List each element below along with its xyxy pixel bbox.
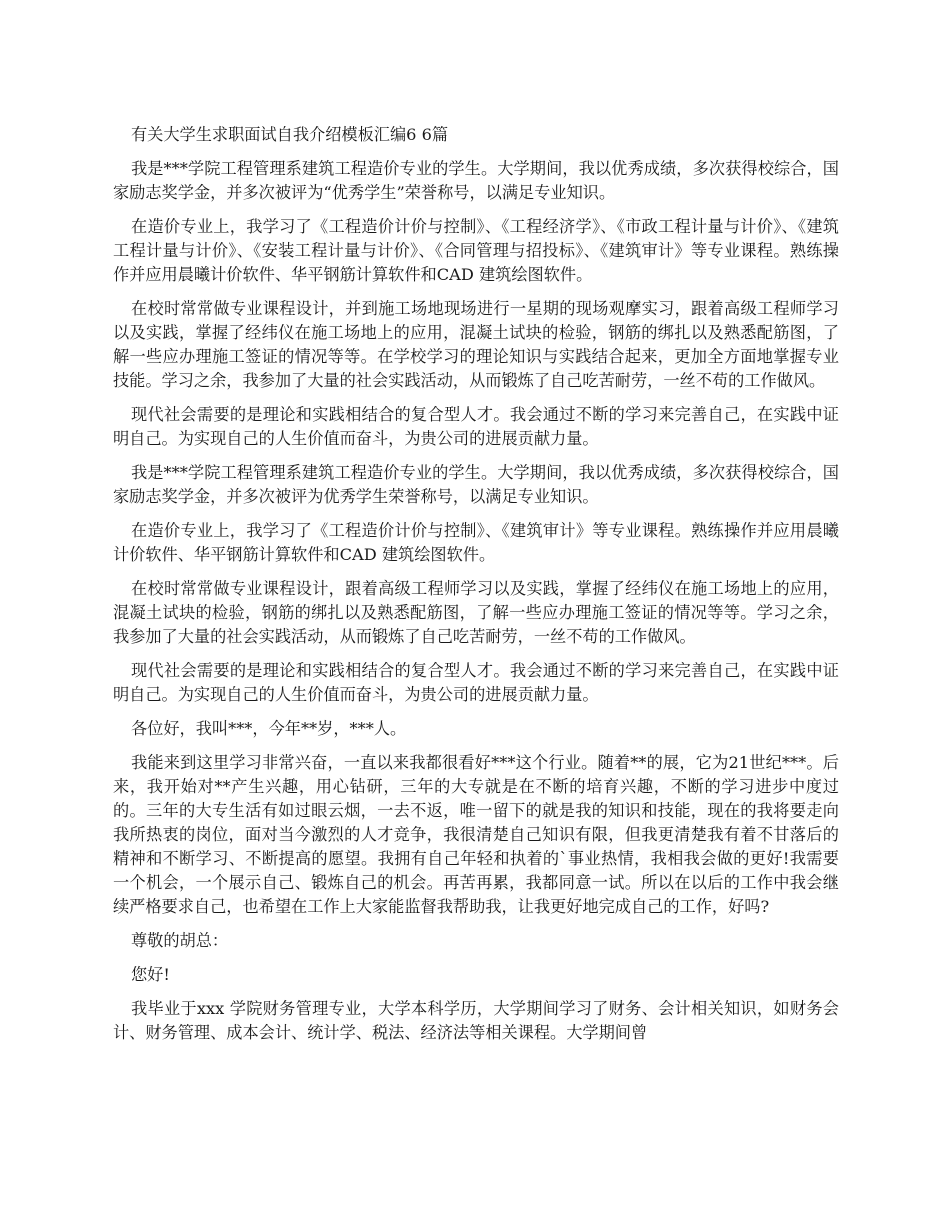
paragraph-12: 您好! — [131, 965, 170, 984]
paragraph-10: 我能来到这里学习非常兴奋，一直以来我都很看好***这个行业。随着**的展，它为21世纪***。后来，我开始对**产生兴趣，用心钻研，三年的大专就是在不断的培育兴趣，不断的学习进步中度过的。三年的大专生活有如过眼云烟，一去不返，唯一留下的就是我的知识和技能，现在的我将要走向我所热衷的岗位，面对当今激烈的人才竞争，我很清楚自己知识有限，但我更清楚我有着不甘落后的精神和不断学习、不断提高的愿望。我拥有自己年轻和执着的`事业热情，我相我会做的更好!我需要一个机会，一个展示自己、锻炼自己的机会。再苦再累，我都同意一试。所以在以后的工作中我会继续严格要求自己，也希望在工作上大家能监督我帮助我，让我更好地完成自己的工作，好吗? — [113, 753, 839, 916]
paragraph-13: 我毕业于xxx 学院财务管理专业，大学本科学历，大学期间学习了财务、会计相关知识，如财务会计、财务管理、成本会计、统计学、税法、经济法等相关课程。大学期间曾 — [113, 999, 839, 1042]
paragraph-2: 在造价专业上，我学习了《工程造价计价与控制》、《工程经济学》、《市政工程计量与计价》、《建筑工程计量与计价》、《安装工程计量与计价》、《合同管理与招投标》、《建筑审计》等专业课程。熟练操作并应用晨曦计价软件、华平钢筋计算软件和CAD 建筑绘图软件。 — [113, 217, 839, 284]
paragraph-8: 现代社会需要的是理论和实践相结合的复合型人才。我会通过不断的学习来完善自己，在实践中证明自己。为实现自己的人生价值而奋斗，为贵公司的进展贡献力量。 — [113, 661, 839, 704]
paragraph-6: 在造价专业上，我学习了《工程造价计价与控制》、《建筑审计》等专业课程。熟练操作并应用晨曦计价软件、华平钢筋计算软件和CAD 建筑绘图软件。 — [113, 521, 839, 564]
paragraph-3: 在校时常常做专业课程设计，并到施工场地现场进行一星期的现场观摩实习，跟着高级工程师学习以及实践，掌握了经纬仪在施工场地上的应用，混凝土试块的检验，钢筋的绑扎以及熟悉配筋图，了解一些应办理施工签证的情况等等。在学校学习的理论知识与实践结合起来，更加全方面地掌握专业技能。学习之余，我参加了大量的社会实践活动，从而锻炼了自己吃苦耐劳，一丝不苟的工作做风。 — [113, 299, 839, 390]
paragraph-7: 在校时常常做专业课程设计，跟着高级工程师学习以及实践，掌握了经纬仪在施工场地上的应用，混凝土试块的检验，钢筋的绑扎以及熟悉配筋图，了解一些应办理施工签证的情况等等。学习之余，我参加了大量的社会实践活动，从而锻炼了自己吃苦耐劳，一丝不苟的工作做风。 — [113, 579, 839, 646]
paragraph-5: 我是***学院工程管理系建筑工程造价专业的学生。大学期间，我以优秀成绩，多次获得校综合，国家励志奖学金，并多次被评为优秀学生荣誉称号，以满足专业知识。 — [113, 463, 839, 506]
paragraph-1: 我是***学院工程管理系建筑工程造价专业的学生。大学期间，我以优秀成绩，多次获得校综合，国家励志奖学金，并多次被评为“优秀学生”荣誉称号，以满足专业知识。 — [113, 159, 839, 202]
document-title: 有关大学生求职面试自我介绍模板汇编6 6篇 — [131, 125, 449, 144]
paragraph-11: 尊敬的胡总： — [131, 931, 229, 950]
document-page — [113, 123, 839, 1055]
paragraph-9: 各位好，我叫***，今年**岁，***人。 — [131, 719, 407, 738]
paragraph-4: 现代社会需要的是理论和实践相结合的复合型人才。我会通过不断的学习来完善自己，在实践中证明自己。为实现自己的人生价值而奋斗，为贵公司的进展贡献力量。 — [113, 405, 839, 448]
